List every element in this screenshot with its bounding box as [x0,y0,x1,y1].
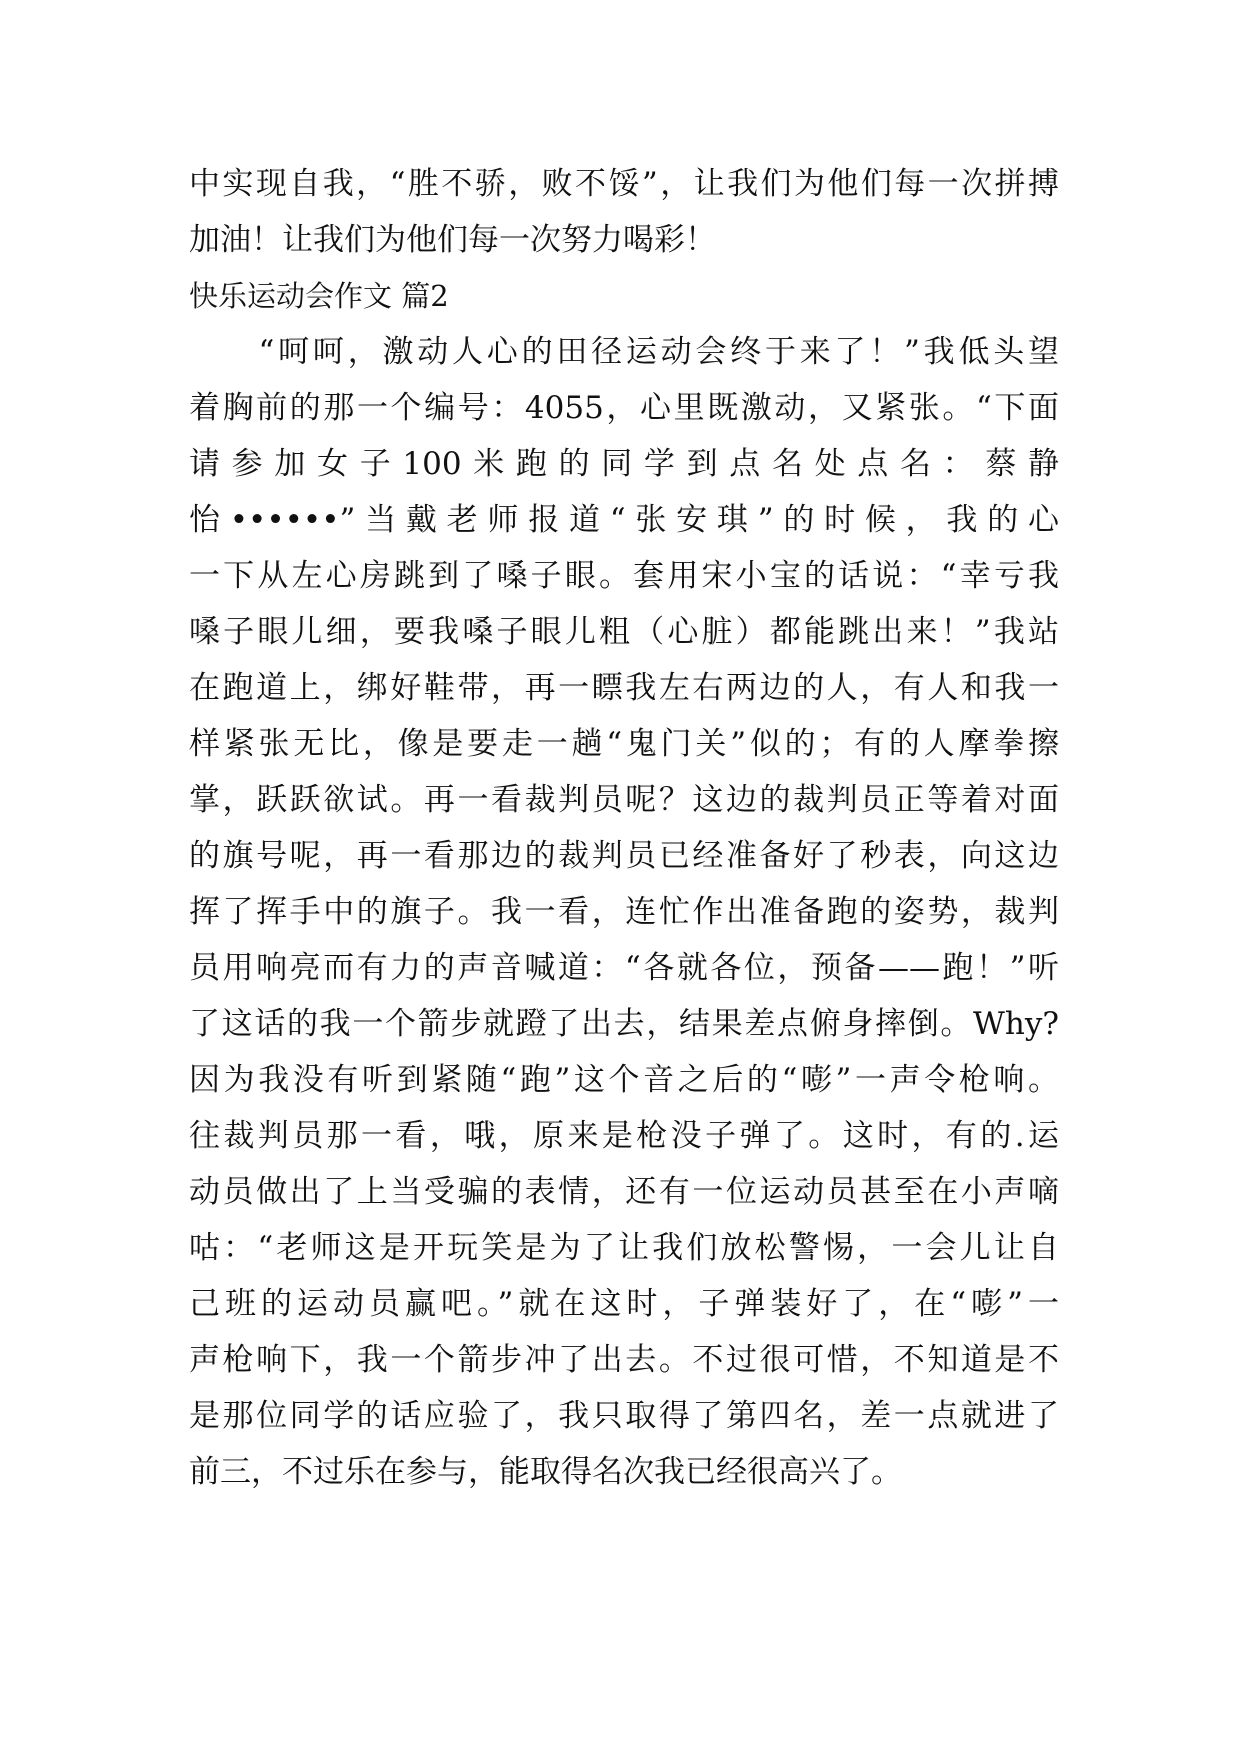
paragraph-line: 咕：“老师这是开玩笑是为了让我们放松警惕，一会儿让自 [189,1230,1059,1266]
paragraph-line: 在跑道上，绑好鞋带，再一瞟我左右两边的人，有人和我一 [189,670,1059,706]
paragraph-line: 着胸前的那一个编号：4055，心里既激动，又紧张。“下面 [189,390,1059,426]
paragraph-line: 掌，跃跃欲试。再一看裁判员呢？这边的裁判员正等着对面 [189,782,1059,818]
paragraph-line: 样紧张无比，像是要走一趟“鬼门关”似的；有的人摩拳擦 [189,726,1059,762]
text-body [189,156,1059,1500]
paragraph-line: 中实现自我，“胜不骄，败不馁”，让我们为他们每一次拼搏 [189,166,1059,202]
paragraph-line: 了这话的我一个箭步就蹬了出去，结果差点俯身摔倒。Why? [189,1006,1059,1042]
paragraph-line: 员用响亮而有力的声音喊道：“各就各位，预备——跑！”听 [189,950,1059,986]
paragraph-line: 前三，不过乐在参与，能取得名次我已经很高兴了。 [189,1454,902,1490]
paragraph-line: 因为我没有听到紧随“跑”这个音之后的“嘭”一声令枪响。 [189,1062,1059,1098]
paragraph-line: 挥了挥手中的旗子。我一看，连忙作出准备跑的姿势，裁判 [189,894,1059,930]
section-heading: 快乐运动会作文 篇2 [189,279,449,313]
paragraph-line: 己班的运动员赢吧。”就在这时，子弹装好了，在“嘭”一 [189,1286,1059,1322]
paragraph-line: 是那位同学的话应验了，我只取得了第四名，差一点就进了 [189,1398,1059,1434]
paragraph-line: 往裁判员那一看，哦，原来是枪没子弹了。这时，有的.运 [189,1118,1059,1154]
paragraph-line: 一下从左心房跳到了嗓子眼。套用宋小宝的话说：“幸亏我 [189,558,1059,594]
paragraph-line: 加油！让我们为他们每一次努力喝彩！ [189,222,716,258]
paragraph-line: 请参加女子100米跑的同学到点名处点名：蔡静 [189,446,1059,482]
paragraph-line: 的旗号呢，再一看那边的裁判员已经准备好了秒表，向这边 [189,838,1059,874]
paragraph-line: 嗓子眼儿细，要我嗓子眼儿粗（心脏）都能跳出来！”我站 [189,614,1059,650]
paragraph-line: 声枪响下，我一个箭步冲了出去。不过很可惜，不知道是不 [189,1342,1059,1378]
paragraph-line: 动员做出了上当受骗的表情，还有一位运动员甚至在小声嘀 [189,1174,1059,1210]
paragraph-line: “呵呵，激动人心的田径运动会终于来了！”我低头望 [189,334,1059,370]
paragraph-line: 怡••••••”当戴老师报道“张安琪”的时候，我的心 [189,502,1059,538]
